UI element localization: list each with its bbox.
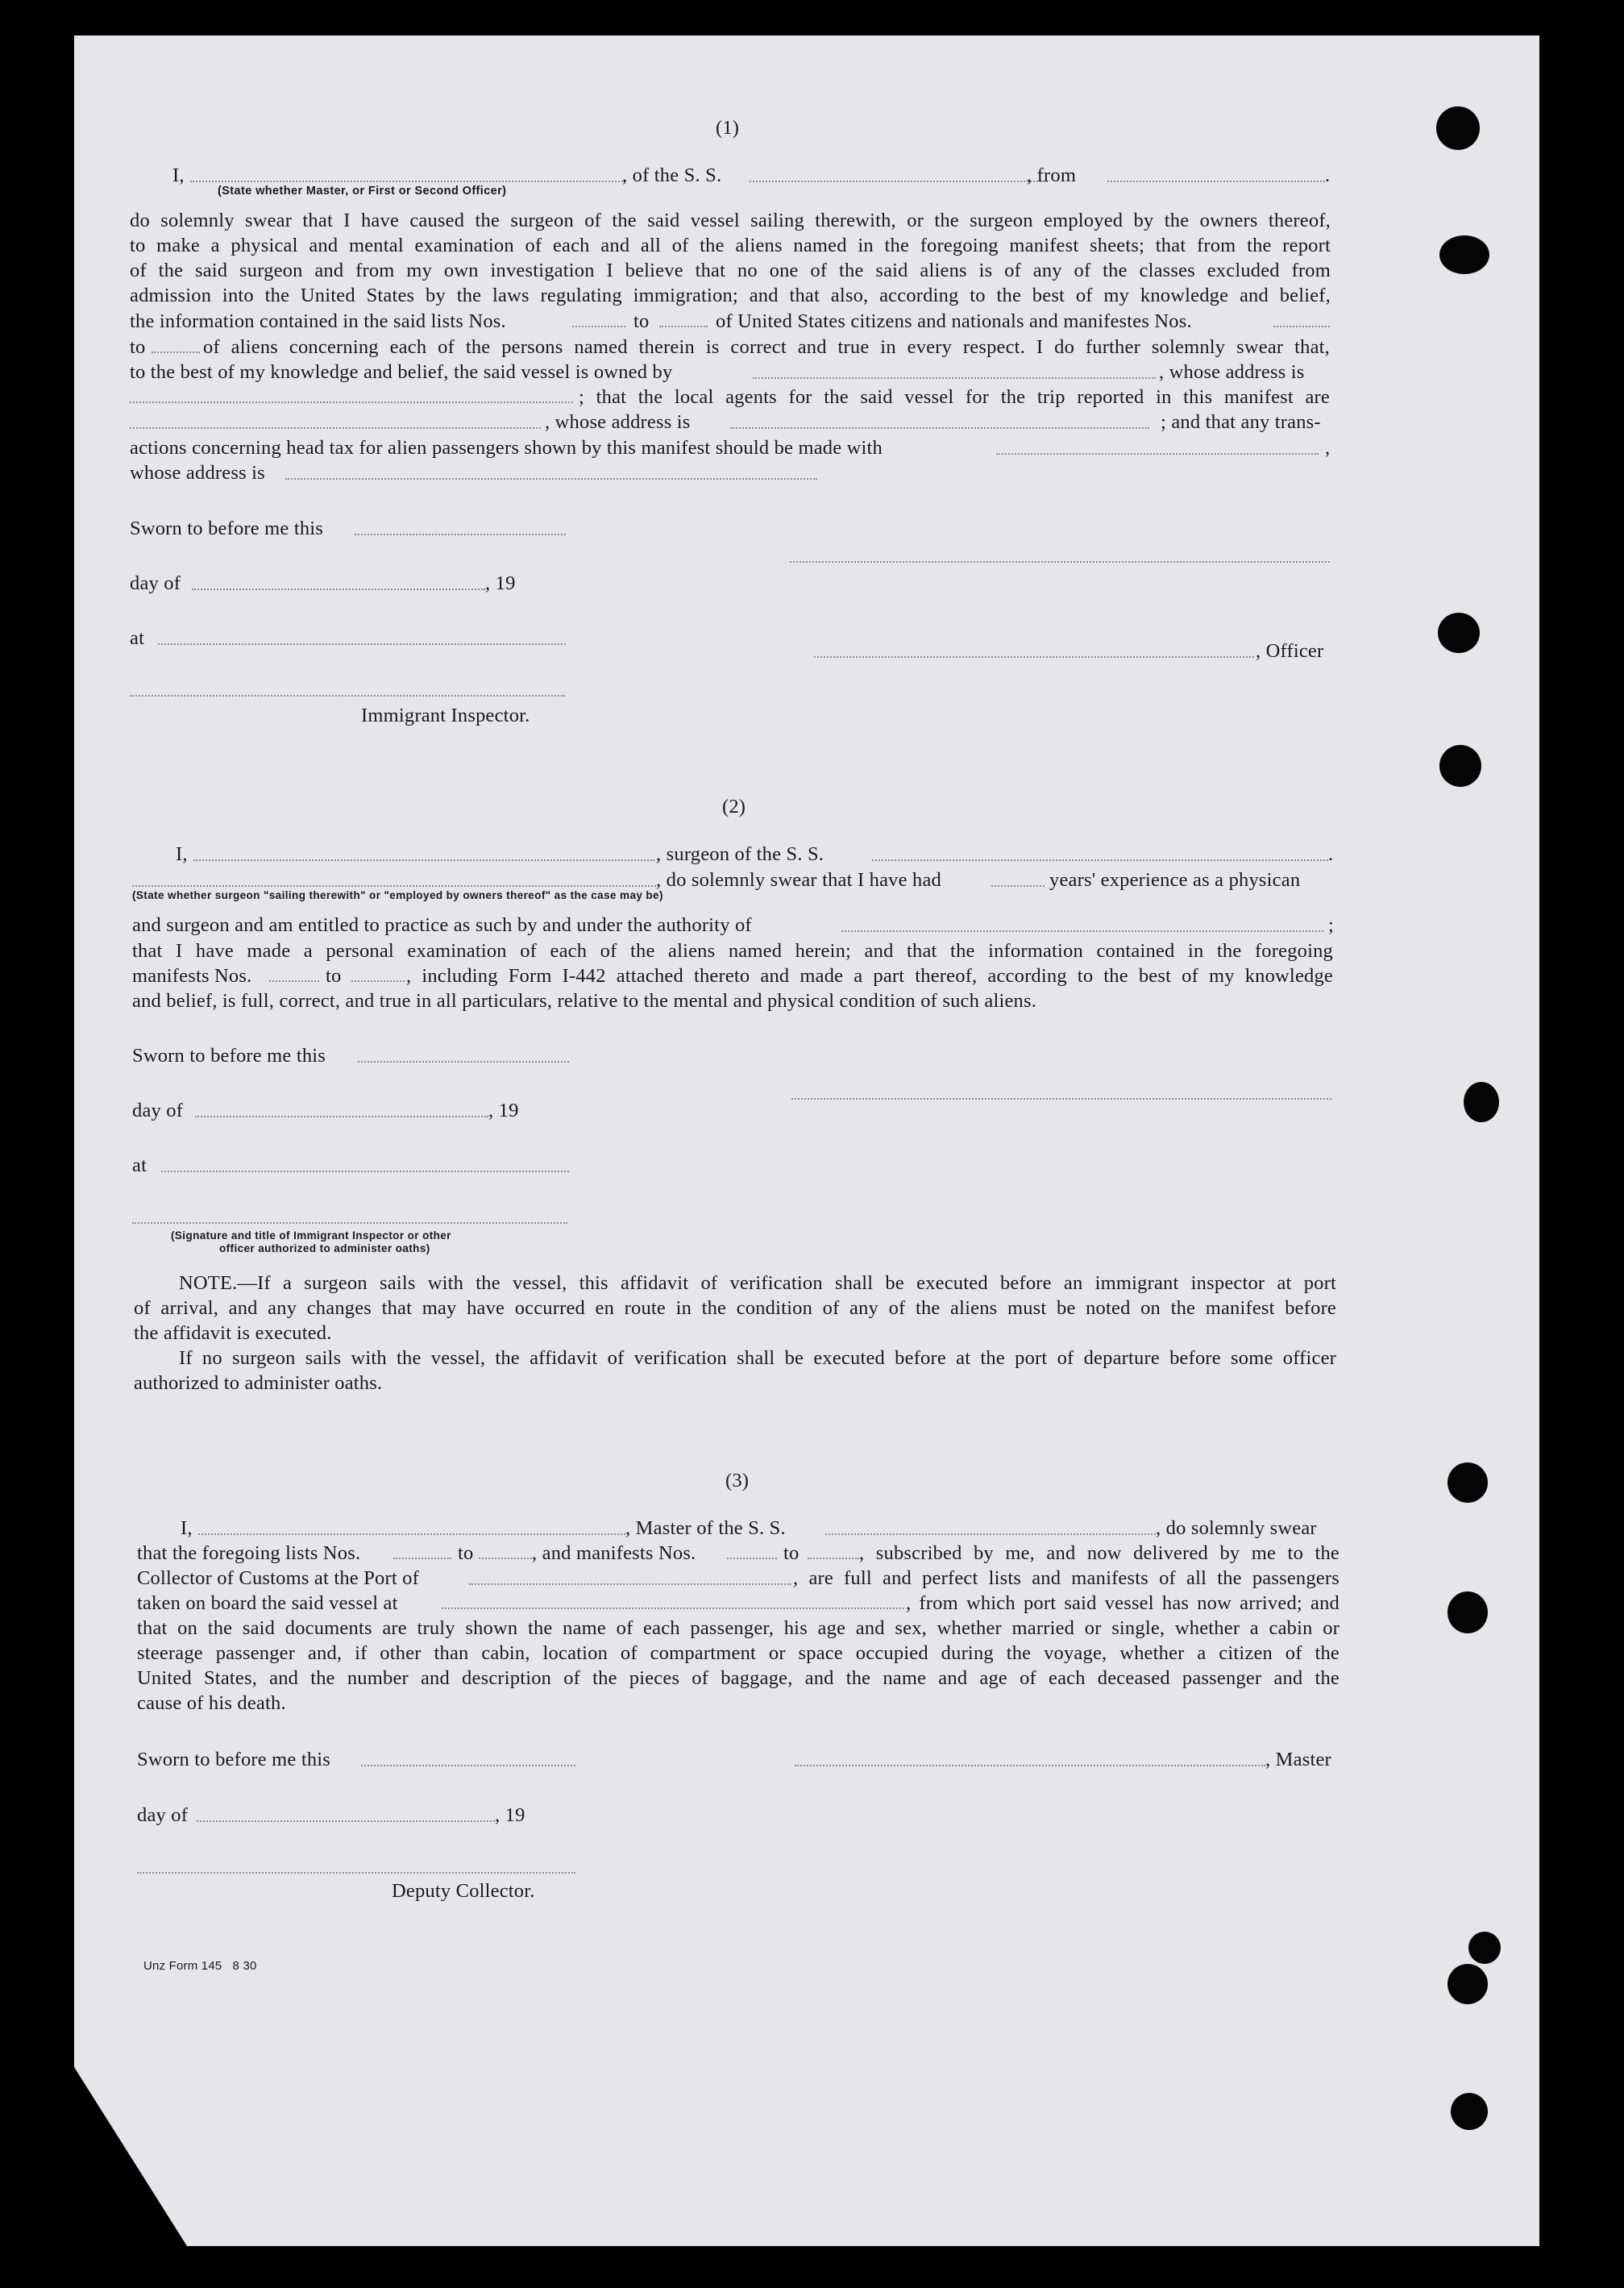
sworn-date-field[interactable] <box>358 1061 569 1063</box>
day-of-field[interactable] <box>192 589 485 590</box>
subscribed-label: , subscribed by me, and now delivered by me to the <box>859 1542 1339 1564</box>
to-label: to <box>458 1542 474 1564</box>
deputy-label: Deputy Collector. <box>392 1880 535 1902</box>
inspector-signature-field[interactable] <box>132 1222 567 1224</box>
lists-nos-from-field[interactable] <box>393 1558 451 1559</box>
documents-line: cause of his death. <box>137 1692 286 1714</box>
surgeon-of-ss-label: , surgeon of the S. S. <box>656 843 824 865</box>
port-field[interactable] <box>469 1583 791 1585</box>
binder-hole <box>1447 1591 1488 1633</box>
departure-port-field[interactable] <box>442 1608 904 1609</box>
manifests-nos-from-field[interactable] <box>727 1558 777 1559</box>
at-label: at <box>132 1154 147 1176</box>
oath-i: I, <box>181 1517 193 1539</box>
authority-label: and surgeon and am entitled to practice as such by and under the authority of <box>132 914 752 936</box>
surgeon-vessel-field[interactable] <box>872 859 1328 861</box>
binder-hole <box>1439 745 1481 787</box>
officer-title-field[interactable] <box>814 656 1254 658</box>
years-experience-field[interactable] <box>991 885 1045 887</box>
authority-field[interactable] <box>841 930 1323 932</box>
master-of-ss-label: , Master of the S. S. <box>625 1517 786 1539</box>
oath-body-line: of the said surgeon and from my own investigation I believe that no one of the said aliens is of any of the classes excluded from <box>130 260 1331 281</box>
master-note: (State whether Master, or First or Second Officer) <box>218 185 507 198</box>
from-label: , from <box>1027 164 1077 186</box>
master-vessel-field[interactable] <box>825 1533 1156 1535</box>
manifests-nos-to-field[interactable] <box>351 980 405 982</box>
officer-signature-field[interactable] <box>790 561 1330 563</box>
from-port-field[interactable] <box>1107 181 1325 182</box>
year-label: , 19 <box>485 572 516 594</box>
years-label: years' experience as a physican <box>1049 869 1301 891</box>
taken-on-board-label: taken on board the said vessel at <box>137 1592 398 1614</box>
head-tax-address-field[interactable] <box>285 478 817 480</box>
surgeon-signature-field[interactable] <box>791 1098 1331 1100</box>
binder-hole <box>1451 2093 1488 2130</box>
oath-i: I, <box>172 164 185 186</box>
signature-note: officer authorized to administer oaths) <box>219 1242 430 1254</box>
surgeon-swear-label: , do solemnly swear that I have had <box>656 869 941 891</box>
manifests-nos-field[interactable] <box>1273 326 1330 327</box>
oath-body-line: to make a physical and mental examination of each and all of the aliens named in the foregoing manifest sheets; that from the report <box>130 235 1331 256</box>
binder-hole <box>1439 235 1489 274</box>
master-label: , Master <box>1265 1749 1331 1770</box>
manifests-nos-label: manifests Nos. <box>132 965 252 987</box>
form-i442-line: , including Form I-442 attached thereto and made a part thereof, according to the best of my knowledge <box>406 965 1333 987</box>
sworn-label: Sworn to before me this <box>132 1045 326 1067</box>
to-label: to <box>633 310 650 332</box>
note-line: the affidavit is executed. <box>134 1322 332 1344</box>
at-place-field[interactable] <box>161 1171 569 1172</box>
note-line: NOTE.—If a surgeon sails with the vessel, this affidavit of verification shall be executed before an immigrant inspector at port <box>179 1272 1336 1294</box>
owner-field[interactable] <box>753 377 1156 379</box>
master-signature-field[interactable] <box>795 1765 1265 1766</box>
comma: , <box>1325 437 1331 459</box>
line-end: . <box>1325 164 1331 186</box>
whose-address-label: , whose address is <box>545 411 691 433</box>
lists-nos-to-field[interactable] <box>479 1558 532 1559</box>
at-place-field[interactable] <box>158 643 566 645</box>
full-lists-label: , are full and perfect lists and manifests of all the passengers <box>793 1567 1339 1589</box>
binder-hole <box>1464 1082 1499 1122</box>
examination-line: that I have made a personal examination of each of the aliens named herein; and that the information contained in the foregoing <box>132 940 1333 962</box>
year-label: , 19 <box>488 1100 519 1121</box>
sworn-label: Sworn to before me this <box>137 1749 331 1770</box>
day-of-label: day of <box>130 572 181 594</box>
deputy-signature-field[interactable] <box>137 1872 575 1874</box>
binder-hole <box>1447 1964 1488 2004</box>
binder-hole <box>1436 106 1480 150</box>
lists-nos-from-field[interactable] <box>572 326 625 327</box>
local-agents-label: ; that the local agents for the said vessel for the trip reported in this manifest are <box>579 386 1330 408</box>
lists-nos-label: the information contained in the said lists Nos. <box>130 310 506 332</box>
agents-field[interactable] <box>130 427 541 429</box>
lists-nos-to-field[interactable] <box>659 326 708 327</box>
at-label: at <box>130 627 145 649</box>
day-of-label: day of <box>132 1100 184 1121</box>
to-label: to <box>326 965 342 987</box>
note-line: of arrival, and any changes that may have occurred en route in the condition of any of the aliens must be noted on the manifest before <box>134 1297 1336 1319</box>
note-line: If no surgeon sails with the vessel, the affidavit of verification shall be executed before at the port of departure before some officer <box>179 1347 1336 1369</box>
swear-label: , do solemnly swear <box>1156 1517 1317 1539</box>
binder-hole <box>1447 1462 1488 1503</box>
whose-address-label: , whose address is <box>1159 361 1305 383</box>
manifests-nos-to-field[interactable] <box>808 1558 859 1559</box>
vessel-name-field[interactable] <box>750 181 1048 182</box>
inspector-label: Immigrant Inspector. <box>361 705 530 726</box>
surgeon-status-field[interactable] <box>132 885 656 887</box>
officer-label: , Officer <box>1256 640 1324 662</box>
signature-note: (Signature and title of Immigrant Inspector or other <box>171 1229 451 1242</box>
surgeon-note: (State whether surgeon "sailing therewith" or "employed by owners thereof" as the case may be) <box>132 889 663 901</box>
manifests-nos-label: , and manifests Nos. <box>532 1542 696 1564</box>
oath-i: I, <box>176 843 188 865</box>
sworn-date-field[interactable] <box>361 1765 575 1766</box>
manifests-to-field[interactable] <box>152 352 200 353</box>
aliens-line: of aliens concerning each of the persons named therein is correct and true in every respect. I do further solemnly swear that, <box>203 336 1330 358</box>
oath-body-line: admission into the United States by the laws regulating immigration; and that also, according to the best of my knowledge and belief, <box>130 285 1331 306</box>
belief-line: and belief, is full, correct, and true in all particulars, relative to the mental and physical condition of such aliens. <box>132 990 1037 1012</box>
manifests-nos-from-field[interactable] <box>269 980 319 982</box>
head-tax-line: actions concerning head tax for alien passengers shown by this manifest should be made with <box>130 437 883 459</box>
surgeon-name-field[interactable] <box>193 859 654 861</box>
agents-address-field[interactable] <box>730 427 1149 429</box>
master-name-field[interactable] <box>198 1533 625 1535</box>
line-end: . <box>1328 843 1334 865</box>
section-2-number: (2) <box>722 796 746 817</box>
note-line: authorized to administer oaths. <box>134 1372 383 1394</box>
binder-hole <box>1468 1932 1501 1964</box>
whose-address-label: whose address is <box>130 462 265 484</box>
sworn-date-field[interactable] <box>355 534 566 535</box>
documents-line: that on the said documents are truly shown the name of each passenger, his age and sex, whether married or single, whether a cabin or <box>137 1617 1339 1639</box>
to-label: to <box>130 336 146 358</box>
form-number: Unz Form 145 8 30 <box>143 1959 257 1973</box>
year-label: , 19 <box>495 1804 525 1826</box>
owned-by-label: to the best of my knowledge and belief, the said vessel is owned by <box>130 361 673 383</box>
collector-label: Collector of Customs at the Port of <box>137 1567 419 1589</box>
manifests-nos-label: of United States citizens and nationals and manifestes Nos. <box>716 310 1192 332</box>
owner-address-field[interactable] <box>130 401 573 403</box>
of-ss-label: , of the S. S. <box>622 164 722 186</box>
to-label: to <box>783 1542 800 1564</box>
sworn-label: Sworn to before me this <box>130 518 324 539</box>
semicolon: ; <box>1328 914 1335 936</box>
binder-hole <box>1438 613 1480 653</box>
arrived-label: , from which port said vessel has now arrived; and <box>906 1592 1339 1614</box>
lists-nos-label: that the foregoing lists Nos. <box>137 1542 361 1564</box>
day-of-field[interactable] <box>197 1820 495 1822</box>
section-1-number: (1) <box>716 117 740 139</box>
documents-line: steerage passenger and, if other than cabin, location of compartment or space occupied during the voyage, whether a citizen of the <box>137 1642 1339 1664</box>
head-tax-contact-field[interactable] <box>996 453 1319 455</box>
inspector-signature-field[interactable] <box>130 695 565 697</box>
documents-line: United States, and the number and description of the pieces of baggage, and the name and age of each deceased passenger and the <box>137 1667 1339 1689</box>
day-of-field[interactable] <box>195 1116 488 1117</box>
section-3-number: (3) <box>725 1470 750 1491</box>
head-tax-label: ; and that any trans- <box>1161 411 1321 433</box>
officer-name-field[interactable] <box>190 181 625 182</box>
oath-body-line: do solemnly swear that I have caused the surgeon of the said vessel sailing therewith, or the surgeon employed by the owners thereof, <box>130 210 1331 231</box>
day-of-label: day of <box>137 1804 189 1826</box>
